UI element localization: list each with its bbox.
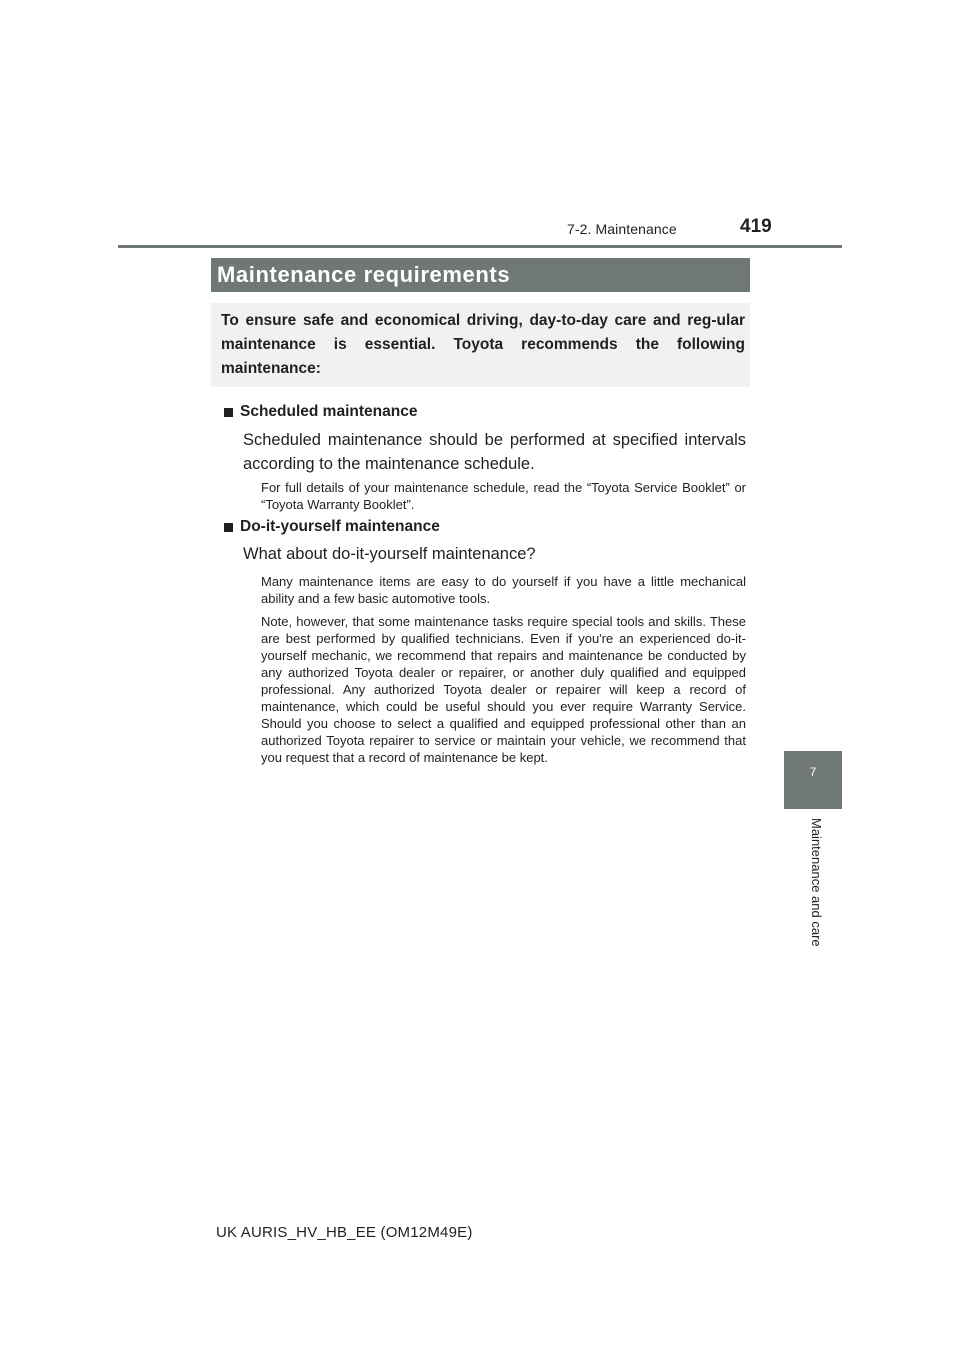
page-title: Maintenance requirements bbox=[217, 262, 511, 287]
square-bullet-icon bbox=[224, 408, 233, 417]
subheading-text: Do-it-yourself maintenance bbox=[240, 518, 440, 535]
section-body: Scheduled maintenance should be performed at specified intervals according to the maintenance schedule. bbox=[243, 431, 746, 473]
section-note: Note, however, that some maintenance tasks require special tools and skills. These are best performed by qualified technicians. Even if you're an experienced do-it-yourself mechanic, we recommend that repairs and maintenance be conducted by any authorized Toyota dealer or repairer, or another duly qualified and equipped professional. Any authorized Toyota dealer or repairer will keep a record of maintenance, which could be useful should you ever require Warranty Service. Should you choose to select a qualified and equipped professional other than an authorized Toyota repairer to service or maintain your vehicle, we recommend that you request that a record of maintenance be kept. bbox=[261, 614, 746, 765]
subheading-diy-maintenance bbox=[224, 518, 440, 536]
section-body: What about do-it-yourself maintenance? bbox=[243, 545, 536, 563]
section-note: Many maintenance items are easy to do yourself if you have a little mechanical ability and a few basic automotive tools. bbox=[261, 574, 746, 606]
chapter-tab bbox=[784, 751, 842, 809]
square-bullet-icon bbox=[224, 523, 233, 532]
intro-text: To ensure safe and economical driving, day-to-day care and reg-ular maintenance is essential. Toyota recommends the following maintenance: bbox=[221, 312, 745, 377]
section-label: 7-2. Maintenance bbox=[567, 221, 677, 237]
chapter-number: 7 bbox=[809, 765, 817, 779]
page-number: 419 bbox=[740, 216, 772, 237]
chapter-title: Maintenance and care bbox=[809, 818, 824, 947]
subheading-text: Scheduled maintenance bbox=[240, 403, 418, 420]
header-rule bbox=[118, 245, 842, 248]
section-note: For full details of your maintenance schedule, read the “Toyota Service Booklet” or “Toyota Warranty Booklet”. bbox=[261, 480, 746, 512]
subheading-scheduled-maintenance bbox=[224, 403, 417, 421]
document-code: UK AURIS_HV_HB_EE (OM12M49E) bbox=[216, 1224, 473, 1241]
